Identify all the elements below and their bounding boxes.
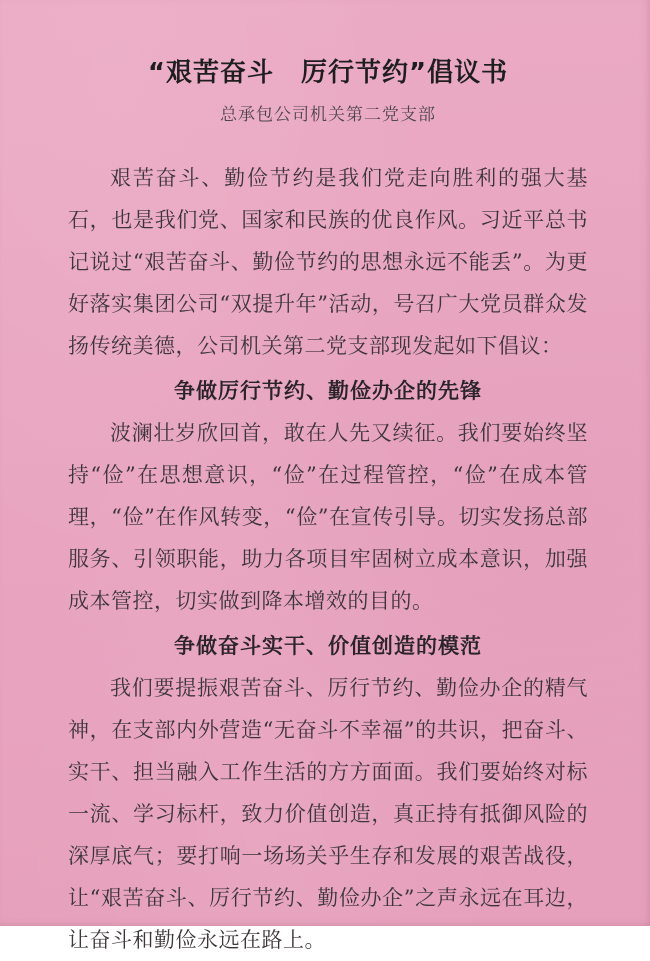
section-heading-value-creation: 争做奋斗实干、价值创造的模范 (174, 634, 482, 658)
section-heading-thrift-pioneer: 争做厉行节约、勤俭办企的先锋 (174, 379, 482, 403)
paragraph-thrift-pioneer: 波澜壮岁欣回首，敢在人先又续征。我们要始终坚持“俭”在思想意识，“俭”在过程管控，“俭”在成本管理，“俭”在作风转变，“俭”在宣传引导。切实发扬总部服务、引领职能，助力各项目牢固树立成本意识，加强成本管控，切实做到降本增效的目的。 (68, 421, 588, 613)
document-body (68, 157, 588, 961)
document-subtitle: 总承包公司机关第二党支部 (220, 105, 436, 125)
document-title: “艰苦奋斗 厉行节约”倡议书 (147, 58, 509, 88)
paragraph-value-creation: 我们要提振艰苦奋斗、厉行节约、勤俭办企的精气神，在支部内外营造“无奋斗不幸福”的共识，把奋斗、实干、担当融入工作生活的方方面面。我们要始终对标一流、学习标杆，致力价值创造，真正持有抵御风险的深厚底气；要打响一场场关乎生存和发展的艰苦战役，让“艰苦奋斗、厉行节约、勤俭办企”之声永远在耳边，让奋斗和勤俭永远在路上。 (68, 676, 588, 952)
paragraph-intro: 艰苦奋斗、勤俭节约是我们党走向胜利的强大基石，也是我们党、国家和民族的优良作风。习近平总书记说过“艰苦奋斗、勤俭节约的思想永远不能丢”。为更好落实集团公司“双提升年”活动，号召广大党员群众发扬传统美德，公司机关第二党支部现发起如下倡议： (68, 166, 588, 358)
